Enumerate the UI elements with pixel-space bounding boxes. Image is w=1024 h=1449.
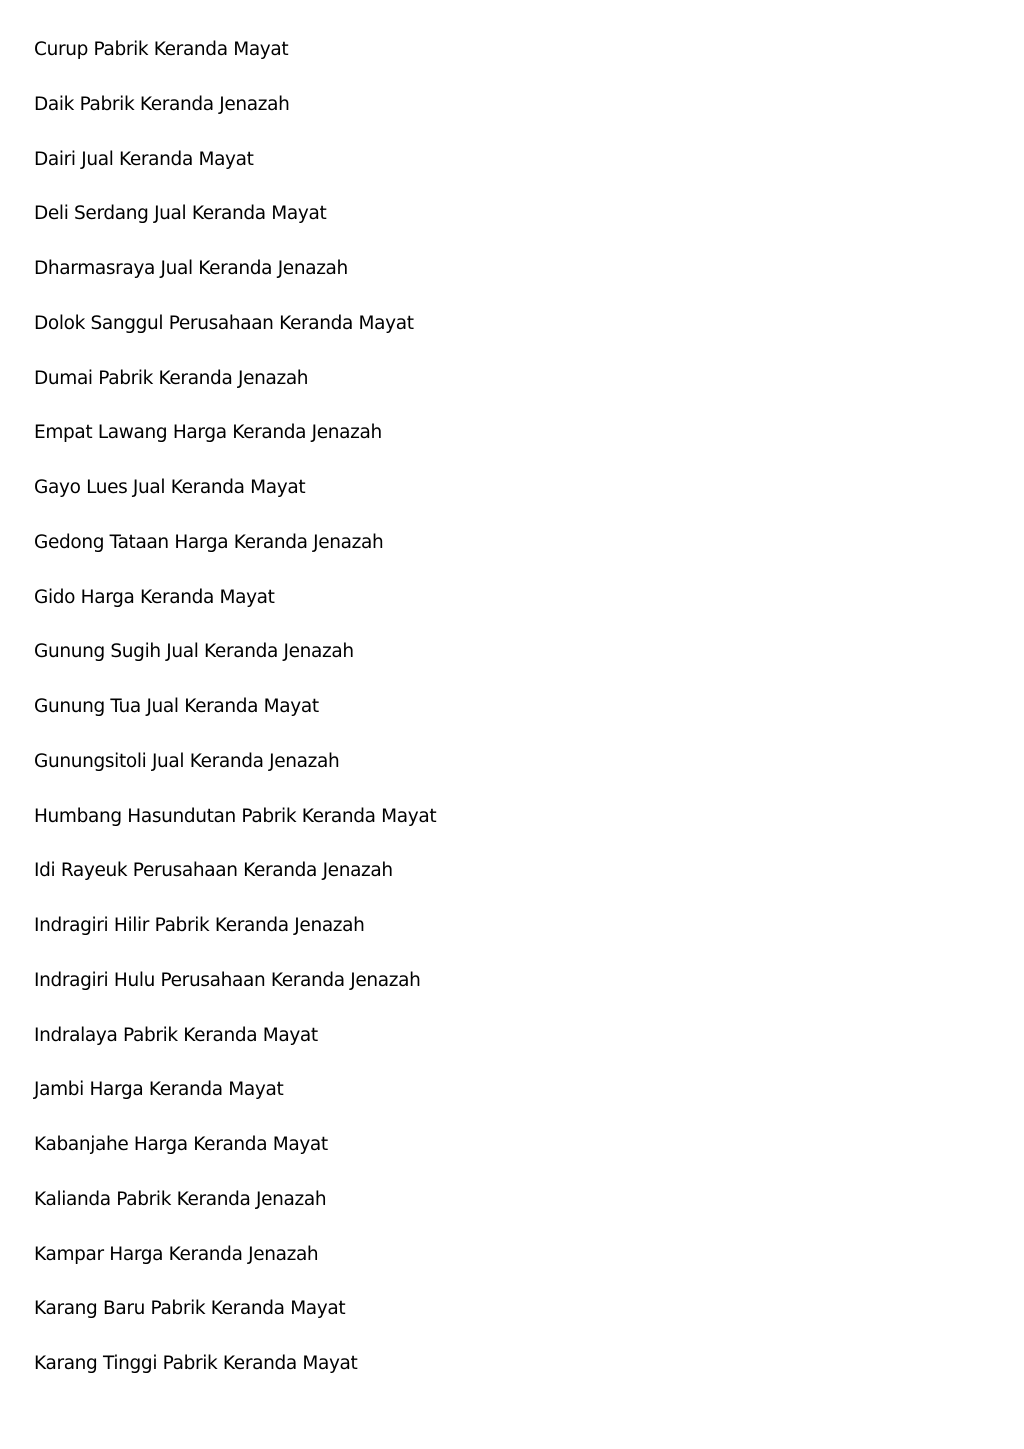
location-list — [34, 36, 436, 1405]
list-item: Gunung Sugih Jual Keranda Jenazah — [34, 641, 354, 663]
list-item: Gayo Lues Jual Keranda Mayat — [34, 477, 306, 498]
list-item: Empat Lawang Harga Keranda Jenazah — [34, 422, 382, 444]
list-item: Dairi Jual Keranda Mayat — [34, 148, 254, 170]
list-item: Gido Harga Keranda Mayat — [34, 586, 275, 608]
list-item: Jambi Harga Keranda Mayat — [34, 1079, 284, 1101]
list-item: Dharmasraya Jual Keranda Jenazah — [34, 258, 348, 279]
list-item: Gedong Tataan Harga Keranda Jenazah — [34, 531, 384, 553]
list-item: Indragiri Hilir Pabrik Keranda Jenazah — [34, 915, 365, 936]
list-item: Karang Baru Pabrik Keranda Mayat — [34, 1298, 346, 1320]
list-item: Deli Serdang Jual Keranda Mayat — [34, 203, 327, 225]
list-item: Daik Pabrik Keranda Jenazah — [34, 93, 290, 115]
list-item: Gunung Tua Jual Keranda Mayat — [34, 696, 319, 717]
list-item: Karang Tinggi Pabrik Keranda Mayat — [34, 1353, 358, 1374]
list-item: Gunungsitoli Jual Keranda Jenazah — [34, 750, 340, 772]
list-item: Kampar Harga Keranda Jenazah — [34, 1243, 319, 1265]
list-item: Curup Pabrik Keranda Mayat — [34, 39, 289, 60]
list-item: Kabanjahe Harga Keranda Mayat — [34, 1134, 328, 1155]
list-item: Humbang Hasundutan Pabrik Keranda Mayat — [34, 805, 437, 827]
list-item: Dolok Sanggul Perusahaan Keranda Mayat — [34, 312, 414, 334]
list-item: Kalianda Pabrik Keranda Jenazah — [34, 1188, 327, 1210]
list-item: Indralaya Pabrik Keranda Mayat — [34, 1024, 318, 1046]
list-item: Idi Rayeuk Perusahaan Keranda Jenazah — [34, 860, 393, 882]
list-item: Indragiri Hulu Perusahaan Keranda Jenazah — [34, 969, 421, 991]
list-item: Dumai Pabrik Keranda Jenazah — [34, 367, 309, 389]
